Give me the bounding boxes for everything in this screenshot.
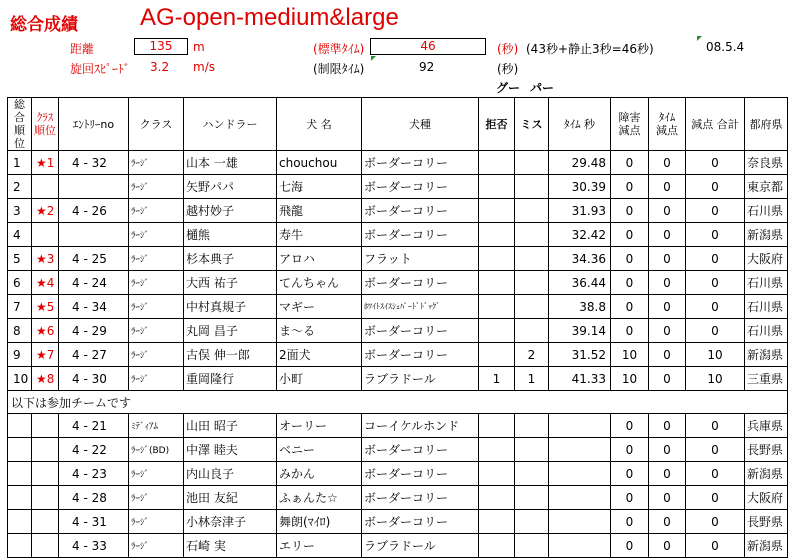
col-refusal: 拒否 bbox=[479, 98, 515, 151]
cell-time-faults: 0 bbox=[649, 151, 686, 175]
cell-prefecture: 石川県 bbox=[745, 295, 788, 319]
col-overall-rank: 総合 順位 bbox=[8, 98, 32, 151]
cell-prefecture: 兵庫県 bbox=[745, 414, 788, 438]
cell-time-faults: 0 bbox=[649, 367, 686, 391]
cell-course-faults: 0 bbox=[611, 175, 649, 199]
cell-fault bbox=[515, 271, 549, 295]
cell-total-faults: 0 bbox=[686, 319, 745, 343]
cell-overall-rank: 10 bbox=[8, 367, 32, 391]
cell-total-faults: 0 bbox=[686, 462, 745, 486]
cell-class: ﾗｰｼﾞ bbox=[129, 319, 184, 343]
cell-prefecture: 奈良県 bbox=[745, 151, 788, 175]
cell-refusal bbox=[479, 438, 515, 462]
cell-entry-no bbox=[59, 175, 129, 199]
cell-dog-name: みかん bbox=[277, 462, 362, 486]
cell-time bbox=[549, 486, 611, 510]
cell-refusal bbox=[479, 175, 515, 199]
cell-fault bbox=[515, 462, 549, 486]
cell-breed: ボーダーコリー bbox=[362, 223, 479, 247]
cell-class-rank: ★1 bbox=[32, 151, 59, 175]
table-row bbox=[8, 271, 788, 295]
cell-breed: ボーダーコリー bbox=[362, 271, 479, 295]
cell-class-rank: ★5 bbox=[32, 295, 59, 319]
cell-overall-rank bbox=[8, 462, 32, 486]
cell-refusal bbox=[479, 319, 515, 343]
cell-refusal bbox=[479, 271, 515, 295]
cell-fault bbox=[515, 438, 549, 462]
cell-breed: ボーダーコリー bbox=[362, 319, 479, 343]
cell-dog-name: アロハ bbox=[277, 247, 362, 271]
cell-class-rank: ★3 bbox=[32, 247, 59, 271]
cell-handler: 越村妙子 bbox=[184, 199, 277, 223]
cell-prefecture: 大阪府 bbox=[745, 486, 788, 510]
cell-total-faults: 0 bbox=[686, 175, 745, 199]
cell-refusal bbox=[479, 151, 515, 175]
cell-entry-no: 4 - 22 bbox=[59, 438, 129, 462]
cell-overall-rank bbox=[8, 486, 32, 510]
col-prefecture: 都府県 bbox=[745, 98, 788, 151]
separator-label: 以下は参加チームです bbox=[8, 391, 788, 414]
cell-handler: 池田 友紀 bbox=[184, 486, 277, 510]
cell-overall-rank: 2 bbox=[8, 175, 32, 199]
cell-fault bbox=[515, 534, 549, 558]
table-row bbox=[8, 438, 788, 462]
cell-prefecture: 東京都 bbox=[745, 175, 788, 199]
mct-value: 92 bbox=[419, 60, 435, 74]
cell-class-rank bbox=[32, 462, 59, 486]
cell-overall-rank: 4 bbox=[8, 223, 32, 247]
cell-refusal bbox=[479, 343, 515, 367]
cell-handler: 中澤 睦夫 bbox=[184, 438, 277, 462]
cell-prefecture: 新潟県 bbox=[745, 223, 788, 247]
cell-class: ﾗｰｼﾞ bbox=[129, 151, 184, 175]
cell-total-faults: 0 bbox=[686, 247, 745, 271]
cell-class-rank bbox=[32, 534, 59, 558]
cell-time bbox=[549, 510, 611, 534]
sct-label: (標準ﾀｲﾑ) bbox=[313, 42, 365, 56]
cell-total-faults: 0 bbox=[686, 438, 745, 462]
cell-course-faults: 0 bbox=[611, 414, 649, 438]
cell-prefecture: 新潟県 bbox=[745, 462, 788, 486]
cell-entry-no: 4 - 30 bbox=[59, 367, 129, 391]
cell-prefecture: 長野県 bbox=[745, 510, 788, 534]
cell-class-rank bbox=[32, 438, 59, 462]
cell-course-faults: 0 bbox=[611, 534, 649, 558]
cell-fault bbox=[515, 175, 549, 199]
cell-fault bbox=[515, 414, 549, 438]
cell-class-rank bbox=[32, 486, 59, 510]
cell-class-rank: ★2 bbox=[32, 199, 59, 223]
table-row bbox=[8, 510, 788, 534]
cell-dog-name: 飛龍 bbox=[277, 199, 362, 223]
cell-course-faults: 0 bbox=[611, 438, 649, 462]
cell-dog-name: てんちゃん bbox=[277, 271, 362, 295]
cell-refusal bbox=[479, 462, 515, 486]
date-label: 08.5.4 bbox=[706, 40, 745, 54]
cell-overall-rank: 6 bbox=[8, 271, 32, 295]
results-table bbox=[7, 97, 788, 558]
cell-time bbox=[549, 462, 611, 486]
cell-class-rank bbox=[32, 223, 59, 247]
cell-fault bbox=[515, 510, 549, 534]
cell-course-faults: 0 bbox=[611, 247, 649, 271]
cell-refusal bbox=[479, 486, 515, 510]
col-class: クラス bbox=[129, 98, 184, 151]
cell-fault: 1 bbox=[515, 367, 549, 391]
cell-overall-rank bbox=[8, 438, 32, 462]
cell-prefecture: 大阪府 bbox=[745, 247, 788, 271]
cell-handler: 大西 祐子 bbox=[184, 271, 277, 295]
cell-entry-no: 4 - 26 bbox=[59, 199, 129, 223]
cell-time: 39.14 bbox=[549, 319, 611, 343]
table-row bbox=[8, 247, 788, 271]
cell-class: ﾗｰｼﾞ(BD) bbox=[129, 438, 184, 462]
table-section-separator bbox=[8, 391, 788, 414]
cell-class-rank bbox=[32, 414, 59, 438]
cell-total-faults: 10 bbox=[686, 367, 745, 391]
cell-time-faults: 0 bbox=[649, 534, 686, 558]
col-dog-name: 犬 名 bbox=[277, 98, 362, 151]
cell-overall-rank: 3 bbox=[8, 199, 32, 223]
cell-overall-rank: 9 bbox=[8, 343, 32, 367]
cell-total-faults: 10 bbox=[686, 343, 745, 367]
cell-class: ﾗｰｼﾞ bbox=[129, 271, 184, 295]
cell-course-faults: 0 bbox=[611, 462, 649, 486]
distance-label: 距離 bbox=[70, 42, 95, 56]
cell-time-faults: 0 bbox=[649, 175, 686, 199]
cell-course-faults: 0 bbox=[611, 223, 649, 247]
cell-dog-name: chouchou bbox=[277, 151, 362, 175]
cell-handler: 小林奈津子 bbox=[184, 510, 277, 534]
cell-overall-rank bbox=[8, 414, 32, 438]
cell-class-rank: ★4 bbox=[32, 271, 59, 295]
cell-entry-no: 4 - 27 bbox=[59, 343, 129, 367]
cell-overall-rank: 1 bbox=[8, 151, 32, 175]
cell-course-faults: 0 bbox=[611, 199, 649, 223]
cell-time-faults: 0 bbox=[649, 271, 686, 295]
cell-fault bbox=[515, 223, 549, 247]
table-row bbox=[8, 175, 788, 199]
cell-breed: ラブラドール bbox=[362, 534, 479, 558]
cell-handler: 杉本典子 bbox=[184, 247, 277, 271]
cell-prefecture: 石川県 bbox=[745, 271, 788, 295]
cell-course-faults: 0 bbox=[611, 319, 649, 343]
col-time: ﾀｲﾑ 秒 bbox=[549, 98, 611, 151]
cell-breed: ラブラドール bbox=[362, 367, 479, 391]
cell-breed: ﾎﾜｲﾄｽｲｽｼｪﾊﾟｰﾄﾞﾄﾞｯｸﾞ bbox=[362, 295, 479, 319]
cell-time: 32.42 bbox=[549, 223, 611, 247]
cell-class: ﾗｰｼﾞ bbox=[129, 199, 184, 223]
cell-breed: ボーダーコリー bbox=[362, 438, 479, 462]
table-row bbox=[8, 414, 788, 438]
cell-total-faults: 0 bbox=[686, 199, 745, 223]
cell-refusal bbox=[479, 223, 515, 247]
cell-prefecture: 新潟県 bbox=[745, 343, 788, 367]
cell-dog-name: 寿牛 bbox=[277, 223, 362, 247]
cell-entry-no: 4 - 25 bbox=[59, 247, 129, 271]
table-row bbox=[8, 223, 788, 247]
speed-unit: m/s bbox=[193, 60, 215, 74]
cell-entry-no: 4 - 21 bbox=[59, 414, 129, 438]
cell-time bbox=[549, 438, 611, 462]
cell-time-faults: 0 bbox=[649, 486, 686, 510]
cell-breed: フラット bbox=[362, 247, 479, 271]
cell-class: ﾗｰｼﾞ bbox=[129, 247, 184, 271]
cell-class: ﾗｰｼﾞ bbox=[129, 486, 184, 510]
cell-time: 31.52 bbox=[549, 343, 611, 367]
cell-time-faults: 0 bbox=[649, 223, 686, 247]
cell-course-faults: 0 bbox=[611, 295, 649, 319]
cell-entry-no: 4 - 29 bbox=[59, 319, 129, 343]
cell-class: ﾗｰｼﾞ bbox=[129, 367, 184, 391]
col-class-rank: ｸﾗｽ 順位 bbox=[32, 98, 59, 151]
table-row bbox=[8, 367, 788, 391]
cell-total-faults: 0 bbox=[686, 295, 745, 319]
cell-fault bbox=[515, 247, 549, 271]
cell-refusal bbox=[479, 534, 515, 558]
cell-course-faults: 10 bbox=[611, 367, 649, 391]
cell-breed: ボーダーコリー bbox=[362, 486, 479, 510]
cell-class-rank: ★8 bbox=[32, 367, 59, 391]
cell-breed: ボーダーコリー bbox=[362, 199, 479, 223]
cell-time bbox=[549, 414, 611, 438]
cell-handler: 内山良子 bbox=[184, 462, 277, 486]
cell-dog-name: 七海 bbox=[277, 175, 362, 199]
par-label: パー bbox=[530, 81, 555, 95]
cell-class-rank bbox=[32, 175, 59, 199]
cell-breed: ボーダーコリー bbox=[362, 462, 479, 486]
cell-overall-rank: 8 bbox=[8, 319, 32, 343]
cell-class: ﾗｰｼﾞ bbox=[129, 462, 184, 486]
cell-class: ﾗｰｼﾞ bbox=[129, 175, 184, 199]
cell-fault bbox=[515, 151, 549, 175]
cell-breed: ボーダーコリー bbox=[362, 175, 479, 199]
cell-class-rank: ★7 bbox=[32, 343, 59, 367]
cell-time-faults: 0 bbox=[649, 414, 686, 438]
cell-fault bbox=[515, 295, 549, 319]
cell-course-faults: 0 bbox=[611, 151, 649, 175]
cell-time: 38.8 bbox=[549, 295, 611, 319]
cell-prefecture: 石川県 bbox=[745, 199, 788, 223]
cell-total-faults: 0 bbox=[686, 486, 745, 510]
cell-overall-rank bbox=[8, 534, 32, 558]
cell-handler: 山田 昭子 bbox=[184, 414, 277, 438]
table-row bbox=[8, 295, 788, 319]
cell-overall-rank bbox=[8, 510, 32, 534]
table-row bbox=[8, 486, 788, 510]
sct-value: 46 bbox=[370, 38, 486, 55]
table-row bbox=[8, 151, 788, 175]
cell-class-rank: ★6 bbox=[32, 319, 59, 343]
cell-class: ﾗｰｼﾞ bbox=[129, 223, 184, 247]
col-breed: 犬種 bbox=[362, 98, 479, 151]
cell-time: 36.44 bbox=[549, 271, 611, 295]
cell-entry-no: 4 - 23 bbox=[59, 462, 129, 486]
mct-label: (制限ﾀｲﾑ) bbox=[313, 62, 365, 76]
cell-dog-name: ま～る bbox=[277, 319, 362, 343]
cell-handler: 古俣 伸一郎 bbox=[184, 343, 277, 367]
cell-overall-rank: 7 bbox=[8, 295, 32, 319]
cell-entry-no: 4 - 33 bbox=[59, 534, 129, 558]
col-entry-no: ｴﾝﾄﾘｰno bbox=[59, 98, 129, 151]
page-title-jp: 総合成績 bbox=[10, 15, 78, 35]
cell-dog-name: オーリー bbox=[277, 414, 362, 438]
cell-course-faults: 0 bbox=[611, 486, 649, 510]
cell-dog-name: 舞朗(ﾏｲﾛ) bbox=[277, 510, 362, 534]
cell-handler: 矢野パパ bbox=[184, 175, 277, 199]
cell-prefecture: 長野県 bbox=[745, 438, 788, 462]
cell-time-faults: 0 bbox=[649, 343, 686, 367]
cell-refusal bbox=[479, 510, 515, 534]
cell-dog-name: ベニー bbox=[277, 438, 362, 462]
cell-handler: 重岡隆行 bbox=[184, 367, 277, 391]
cell-time-faults: 0 bbox=[649, 462, 686, 486]
col-course-faults: 障害 減点 bbox=[611, 98, 649, 151]
cell-time: 31.93 bbox=[549, 199, 611, 223]
cell-time-faults: 0 bbox=[649, 319, 686, 343]
cell-total-faults: 0 bbox=[686, 414, 745, 438]
cell-refusal bbox=[479, 247, 515, 271]
distance-unit: m bbox=[193, 40, 205, 54]
cell-time: 29.48 bbox=[549, 151, 611, 175]
cell-entry-no: 4 - 24 bbox=[59, 271, 129, 295]
table-row bbox=[8, 319, 788, 343]
cell-fault: 2 bbox=[515, 343, 549, 367]
cell-course-faults: 0 bbox=[611, 271, 649, 295]
page-title-en: AG-open-medium&large bbox=[140, 4, 399, 31]
cell-prefecture: 三重県 bbox=[745, 367, 788, 391]
sct-note: (43秒+静止3秒=46秒) bbox=[526, 42, 654, 56]
cell-dog-name: エリー bbox=[277, 534, 362, 558]
cell-dog-name: ふぁんた☆ bbox=[277, 486, 362, 510]
cell-breed: ボーダーコリー bbox=[362, 510, 479, 534]
cell-time-faults: 0 bbox=[649, 199, 686, 223]
cell-handler: 丸岡 昌子 bbox=[184, 319, 277, 343]
cell-refusal bbox=[479, 295, 515, 319]
cell-prefecture: 新潟県 bbox=[745, 534, 788, 558]
cell-class: ﾗｰｼﾞ bbox=[129, 343, 184, 367]
cell-fault bbox=[515, 319, 549, 343]
table-row bbox=[8, 199, 788, 223]
cell-dog-name: 2面犬 bbox=[277, 343, 362, 367]
distance-value: 135 bbox=[134, 38, 188, 55]
cell-class-rank bbox=[32, 510, 59, 534]
cell-refusal bbox=[479, 199, 515, 223]
cell-class: ﾐﾃﾞｨｱﾑ bbox=[129, 414, 184, 438]
cell-handler: 山本 一雄 bbox=[184, 151, 277, 175]
cell-fault bbox=[515, 486, 549, 510]
cell-breed: ボーダーコリー bbox=[362, 151, 479, 175]
speed-label: 旋回ｽﾋﾟｰﾄﾞ bbox=[70, 62, 131, 76]
cell-time-faults: 0 bbox=[649, 247, 686, 271]
comment-marker-icon bbox=[371, 56, 376, 61]
cell-handler: 樋熊 bbox=[184, 223, 277, 247]
cell-total-faults: 0 bbox=[686, 151, 745, 175]
cell-class: ﾗｰｼﾞ bbox=[129, 295, 184, 319]
cell-prefecture: 石川県 bbox=[745, 319, 788, 343]
cell-time-faults: 0 bbox=[649, 295, 686, 319]
cell-time-faults: 0 bbox=[649, 438, 686, 462]
table-header-row bbox=[8, 98, 788, 151]
cell-entry-no: 4 - 34 bbox=[59, 295, 129, 319]
table-row bbox=[8, 343, 788, 367]
cell-dog-name: 小町 bbox=[277, 367, 362, 391]
cell-breed: ボーダーコリー bbox=[362, 343, 479, 367]
cell-entry-no: 4 - 32 bbox=[59, 151, 129, 175]
cell-handler: 石崎 実 bbox=[184, 534, 277, 558]
speed-value: 3.2 bbox=[150, 60, 170, 74]
cell-time: 34.36 bbox=[549, 247, 611, 271]
cell-refusal bbox=[479, 414, 515, 438]
cell-time: 41.33 bbox=[549, 367, 611, 391]
cell-time bbox=[549, 534, 611, 558]
cell-overall-rank: 5 bbox=[8, 247, 32, 271]
sct-unit: (秒) bbox=[497, 42, 519, 56]
cell-dog-name: マギー bbox=[277, 295, 362, 319]
cell-total-faults: 0 bbox=[686, 534, 745, 558]
cell-total-faults: 0 bbox=[686, 271, 745, 295]
col-fault: ミス bbox=[515, 98, 549, 151]
cell-class: ﾗｰｼﾞ bbox=[129, 534, 184, 558]
cell-breed: コーイケルホンド bbox=[362, 414, 479, 438]
cell-total-faults: 0 bbox=[686, 510, 745, 534]
cell-class: ﾗｰｼﾞ bbox=[129, 510, 184, 534]
cell-handler: 中村真規子 bbox=[184, 295, 277, 319]
cell-time-faults: 0 bbox=[649, 510, 686, 534]
table-row bbox=[8, 462, 788, 486]
col-total-faults: 減点 合計 bbox=[686, 98, 745, 151]
cell-time: 30.39 bbox=[549, 175, 611, 199]
cell-entry-no bbox=[59, 223, 129, 247]
cell-total-faults: 0 bbox=[686, 223, 745, 247]
col-time-faults: ﾀｲﾑ 減点 bbox=[649, 98, 686, 151]
col-handler: ハンドラー bbox=[184, 98, 277, 151]
cell-entry-no: 4 - 31 bbox=[59, 510, 129, 534]
cell-refusal: 1 bbox=[479, 367, 515, 391]
cell-fault bbox=[515, 199, 549, 223]
cell-entry-no: 4 - 28 bbox=[59, 486, 129, 510]
group-label: グー bbox=[496, 81, 521, 95]
mct-unit: (秒) bbox=[497, 62, 519, 76]
cell-course-faults: 0 bbox=[611, 510, 649, 534]
comment-marker-icon bbox=[697, 36, 702, 41]
cell-course-faults: 10 bbox=[611, 343, 649, 367]
table-row bbox=[8, 534, 788, 558]
